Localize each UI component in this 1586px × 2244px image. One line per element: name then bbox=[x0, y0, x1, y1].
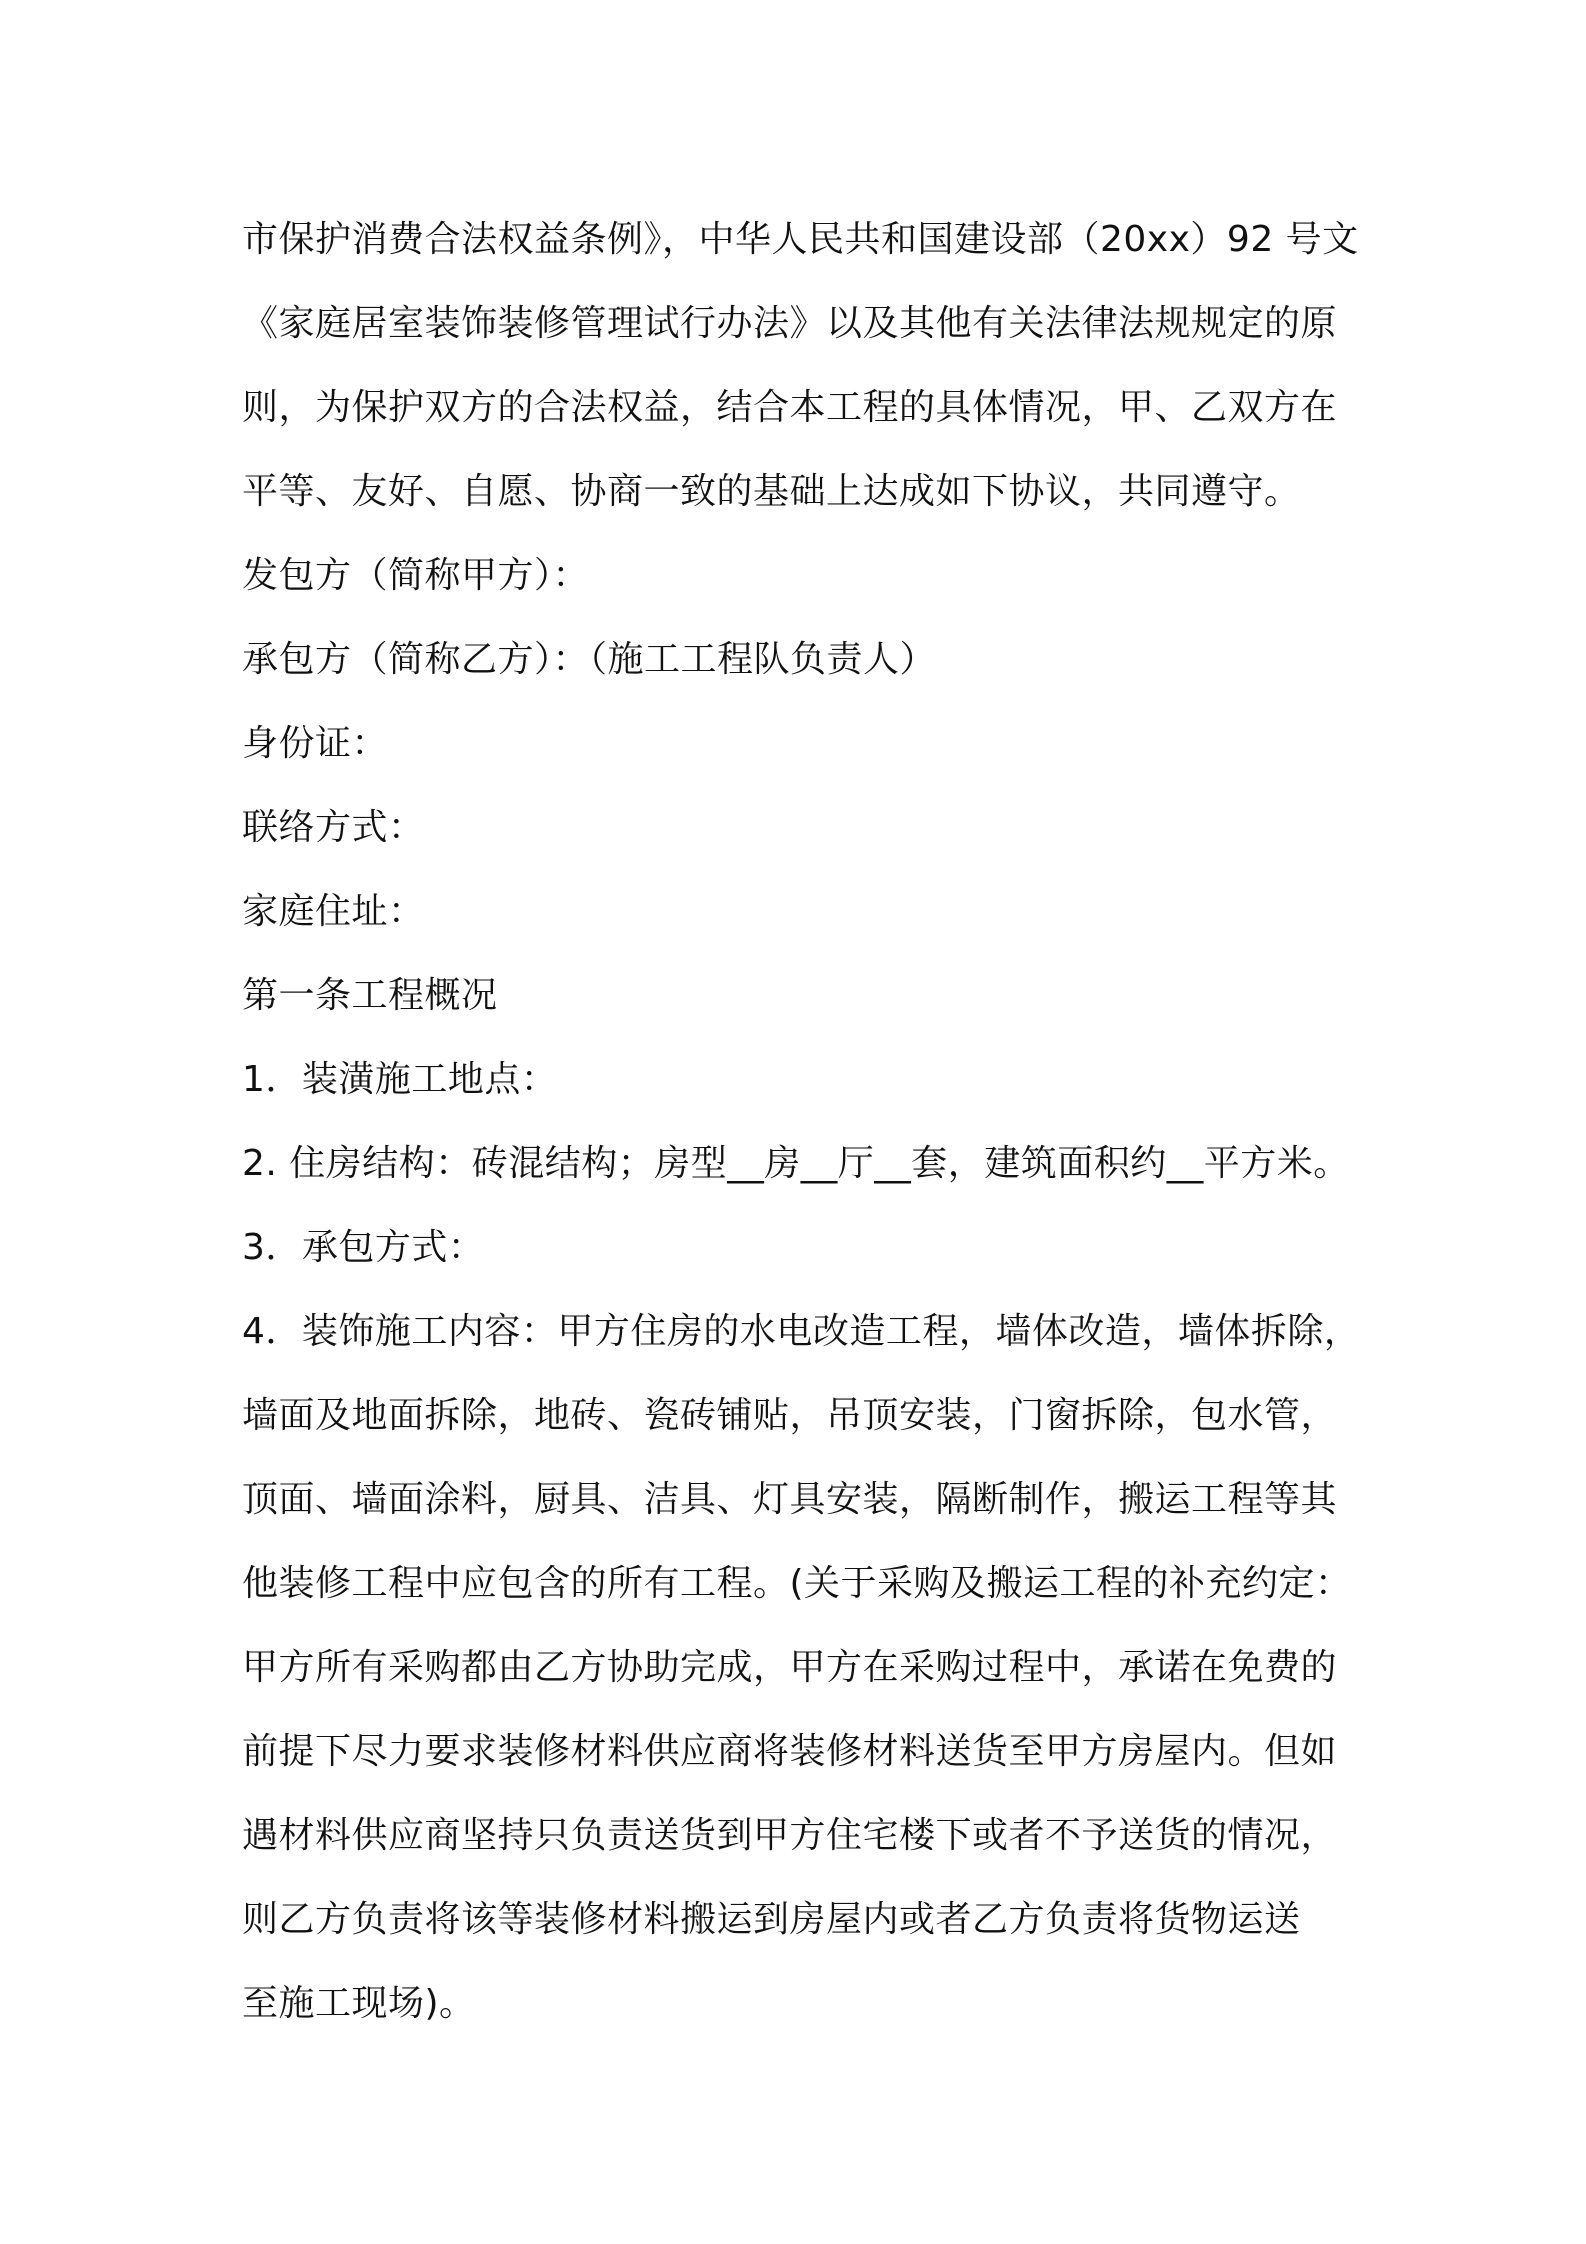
party-a-line: 发包方（简称甲方）： bbox=[242, 555, 590, 596]
document-body bbox=[242, 198, 1362, 2046]
text-line: 他装修工程中应包含的所有工程。(关于采购及搬运工程的补充约定： bbox=[242, 1563, 1352, 1604]
party-b-line: 承包方（简称乙方）：（施工工程队负责人） bbox=[242, 639, 937, 680]
list-item: 1．装潢施工地点： bbox=[242, 1059, 558, 1100]
text-line: 《家庭居室装饰装修管理试行办法》以及其他有关法律法规规定的原 bbox=[242, 303, 1338, 344]
list-item: 3．承包方式： bbox=[242, 1227, 485, 1268]
text-line: 墙面及地面拆除，地砖、瓷砖铺贴，吊顶安装，门窗拆除，包水管， bbox=[242, 1395, 1338, 1436]
text-line: 则乙方负责将该等装修材料搬运到房屋内或者乙方负责将货物运送 bbox=[242, 1899, 1301, 1940]
text-line: 则，为保护双方的合法权益，结合本工程的具体情况，甲、乙双方在 bbox=[242, 387, 1338, 428]
contact-line: 联络方式： bbox=[242, 807, 425, 848]
address-line: 家庭住址： bbox=[242, 891, 425, 932]
text-line: 至施工现场)。 bbox=[242, 1983, 476, 2024]
id-card-line: 身份证： bbox=[242, 723, 389, 764]
text-line: 甲方所有采购都由乙方协助完成，甲方在采购过程中，承诺在免费的 bbox=[242, 1647, 1338, 1688]
section-heading: 第一条工程概况 bbox=[242, 975, 498, 1016]
text-line: 遇材料供应商坚持只负责送货到甲方住宅楼下或者不予送货的情况， bbox=[242, 1815, 1338, 1856]
text-line: 顶面、墙面涂料，厨具、洁具、灯具安装，隔断制作，搬运工程等其 bbox=[242, 1479, 1338, 1520]
text-line: 前提下尽力要求装修材料供应商将装修材料送货至甲方房屋内。但如 bbox=[242, 1731, 1338, 1772]
text-line: 市保护消费合法权益条例》，中华人民共和国建设部（20xx）92 号文 bbox=[242, 219, 1359, 260]
text-line: 平等、友好、自愿、协商一致的基础上达成如下协议，共同遵守。 bbox=[242, 471, 1301, 512]
list-item: 4．装饰施工内容：甲方住房的水电改造工程，墙体改造，墙体拆除， bbox=[242, 1311, 1361, 1352]
list-item: 2. 住房结构：砖混结构；房型__房__厅__套，建筑面积约__平方米。 bbox=[242, 1143, 1350, 1184]
